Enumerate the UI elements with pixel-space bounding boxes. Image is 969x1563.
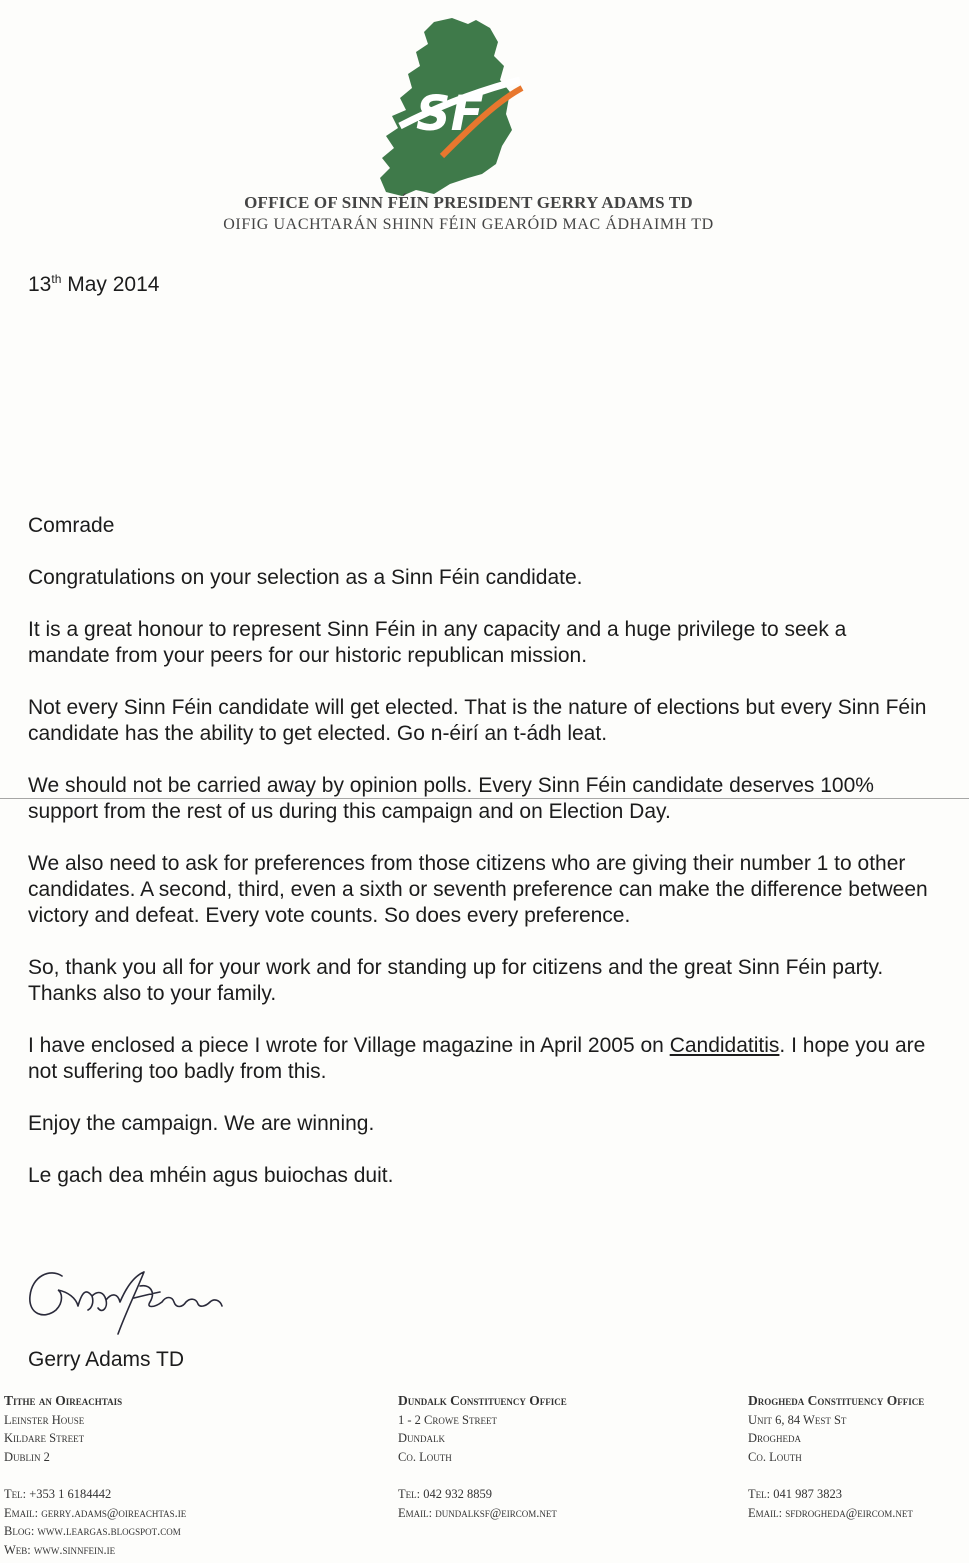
footer-address-line: Dublin 2 (4, 1449, 50, 1464)
footer-drogheda (748, 1392, 924, 1522)
date-month-year: May 2014 (61, 273, 160, 296)
footer-web: Web: www.sinnfein.ie (4, 1542, 116, 1557)
letter-body (28, 513, 928, 1215)
letterhead-footer (0, 1392, 969, 1563)
footer-email: Email: dundalksf@eircom.net (398, 1505, 557, 1520)
paragraph-congratulations: Congratulations on your selection as a Sinn Féin candidate. (28, 566, 583, 589)
paragraph-opinion-polls: We should not be carried away by opinion polls. Every Sinn Féin candidate deserves 100% support from the rest of us during this campaign and on Election Day. (28, 774, 874, 823)
footer-address-line: Leinster House (4, 1412, 85, 1427)
footer-tel: Tel: 041 987 3823 (748, 1487, 842, 1501)
footer-heading: Dundalk Constituency Office (398, 1393, 567, 1408)
sinn-fein-logo (372, 18, 532, 200)
footer-email: Email: gerry.adams@oireachtas.ie (4, 1505, 187, 1520)
paragraph-irish-closing: Le gach dea mhéin agus buiochas duit. (28, 1164, 394, 1187)
footer-address-line: Co. Louth (748, 1449, 802, 1464)
paragraph-thanks: So, thank you all for your work and for standing up for citizens and the great Sinn Féin party. Thanks also to your family. (28, 956, 884, 1005)
footer-dundalk (398, 1392, 567, 1522)
salutation: Comrade (28, 514, 115, 537)
paragraph-elections: Not every Sinn Féin candidate will get elected. That is the nature of elections but every Sinn Féin candidate has the ability to get elected. Go n-éirí an t-ádh leat. (28, 696, 927, 745)
paragraph-honour: It is a great honour to represent Sinn Féin in any capacity and a huge privilege to seek a mandate from your peers for our historic republican mission. (28, 618, 847, 667)
office-title-irish: OIFIG UACHTARÁN SHINN FÉIN GEARÓID MAC ÁDHAIMH TD (223, 216, 714, 233)
footer-oireachtas (4, 1392, 186, 1559)
logo-sf-text: SF (416, 86, 484, 142)
footer-heading: Tithe an Oireachtais (4, 1393, 123, 1408)
footer-address-line: Co. Louth (398, 1449, 452, 1464)
footer-address-line: Kildare Street (4, 1431, 85, 1445)
date-suffix: th (51, 272, 62, 286)
footer-blog: Blog: www.leargas.blogspot.com (4, 1524, 181, 1538)
handwritten-signature (22, 1262, 232, 1342)
footer-address-line: Dundalk (398, 1431, 446, 1445)
letter-date (28, 272, 159, 297)
enclosed-text-before: I have enclosed a piece I wrote for Village magazine in April 2005 on (28, 1034, 670, 1057)
office-title-english: OFFICE OF SINN FÉIN PRESIDENT GERRY ADAMS TD (244, 193, 693, 212)
footer-address-line: Drogheda (748, 1431, 802, 1445)
enclosed-text-after: . I hope you are not suffering too badly from this. (28, 1034, 926, 1083)
footer-heading: Drogheda Constituency Office (748, 1393, 925, 1408)
paragraph-enclosed (28, 1033, 928, 1085)
footer-email: Email: sfdrogheda@eircom.net (748, 1505, 913, 1520)
paragraph-preferences: We also need to ask for preferences from those citizens who are giving their number 1 to other candidates. A second, third, even a sixth or seventh preference can make the difference between victory and defeat. Every vote counts. So does every preference. (28, 852, 928, 927)
candidatitis-underlined: Candidatitis (669, 1034, 780, 1057)
footer-address-line: 1 - 2 Crowe Street (398, 1412, 497, 1427)
footer-address-line: Unit 6, 84 West St (748, 1412, 847, 1427)
footer-tel: Tel: 042 932 8859 (398, 1487, 492, 1501)
date-day: 13 (28, 273, 52, 296)
paragraph-enjoy: Enjoy the campaign. We are winning. (28, 1112, 375, 1135)
footer-tel: Tel: +353 1 6184442 (4, 1487, 112, 1501)
signer-name: Gerry Adams TD (28, 1348, 184, 1371)
